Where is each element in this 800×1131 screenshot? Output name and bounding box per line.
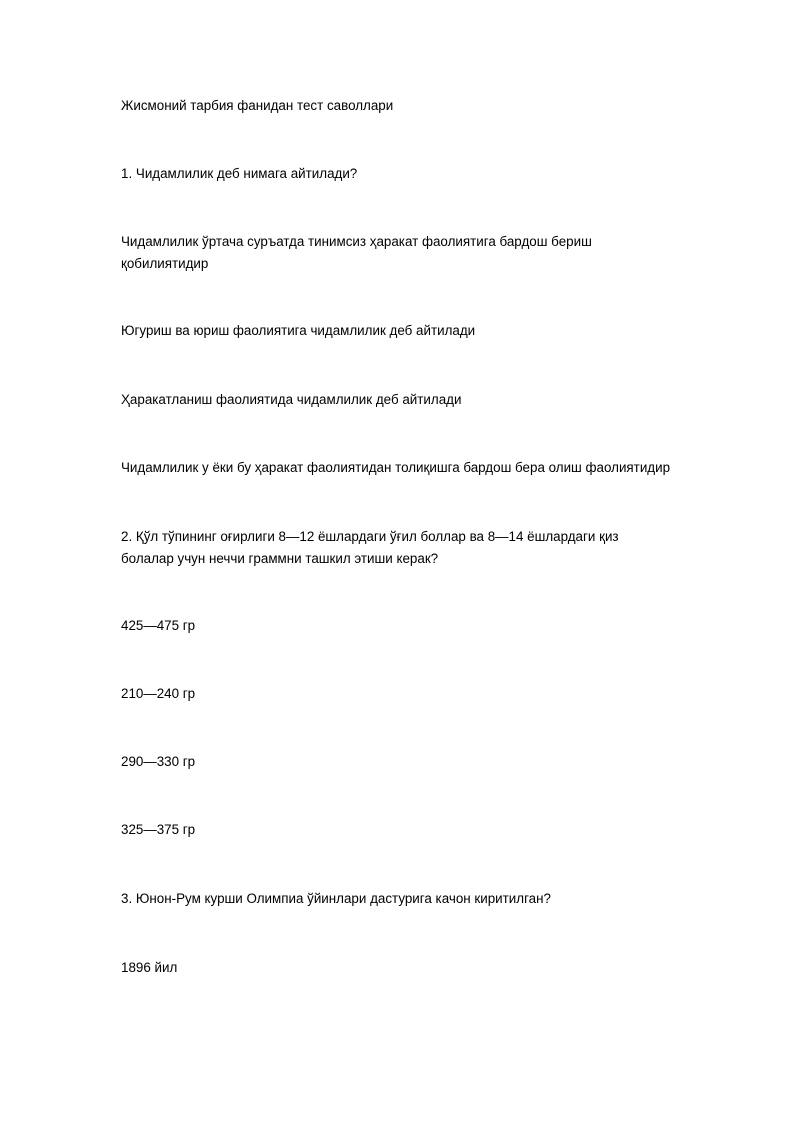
question-1: 1. Чидамлилик деб нимага айтилади? bbox=[121, 166, 358, 181]
answer-2b: 210—240 гр bbox=[121, 686, 196, 701]
answer-2d: 325—375 гр bbox=[121, 822, 196, 837]
question-2: 2. Қўл тўпининг оғирлиги 8—12 ёшлардаги ўғил боллар ва 8—14 ёшлардаги қиз болалар учун неччи граммни ташкил этиши керак? bbox=[121, 529, 619, 566]
document-title: Жисмоний тарбия фанидан тест саволлари bbox=[121, 98, 394, 113]
answer-1c: Ҳаракатланиш фаолиятида чидамлилик деб айтилади bbox=[121, 392, 462, 407]
answer-1b: Югуриш ва юриш фаолиятига чидамлилик деб айтилади bbox=[121, 323, 476, 338]
answer-1d: Чидамлилик у ёки бу ҳаракат фаолиятидан толиқишга бардош бера олиш фаолиятидир bbox=[121, 460, 671, 475]
answer-2a: 425—475 гр bbox=[121, 618, 196, 633]
answer-3a: 1896 йил bbox=[121, 960, 178, 975]
answer-2c: 290—330 гр bbox=[121, 754, 196, 769]
question-3: 3. Юнон-Рум курши Олимпиа ўйинлари дастурига качон киритилган? bbox=[121, 891, 551, 906]
answer-1a: Чидамлилик ўртача суръатда тинимсиз ҳаракат фаолиятига бардош бериш қобилиятидир bbox=[121, 234, 592, 271]
